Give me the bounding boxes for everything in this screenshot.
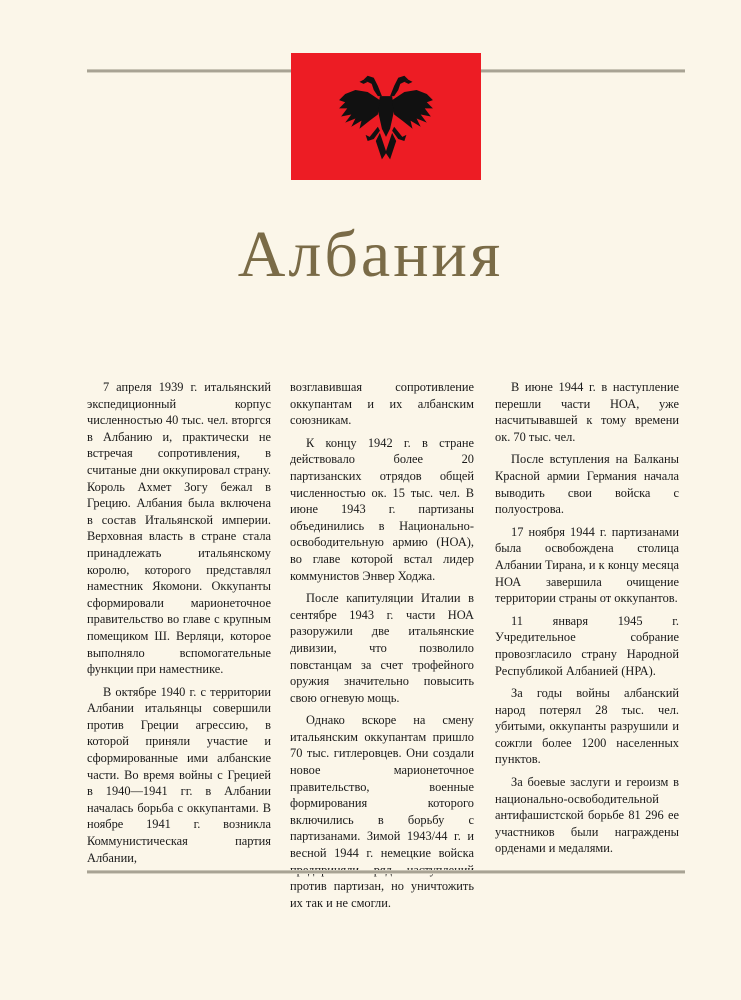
paragraph: В октябре 1940 г. с территории Албании итальянцы совершили против Греции агрессию, в которой приняли участие и сформированные ими албанские части. Во время войны с Грецией в 1940—1941 гг. в Албании началась борьба с оккупантами. В ноябре 1941 г. возникла Коммунистическая партия Албании, [87, 684, 271, 865]
albania-flag [291, 53, 481, 180]
double-headed-eagle-icon [335, 65, 437, 168]
paragraph: возглавившая сопротивление оккупантам и их албанским союзникам. [290, 380, 474, 428]
text-column-3 [495, 379, 679, 863]
paragraph: 7 апреля 1939 г. итальянский экспедиционный корпус численностью 40 тыс. чел. вторгся в Албанию и, практически не встречая сопротивления, в считаные дни оккупировал страну. Король Ахмет Зогу бежал в Грецию. Албания была включена в состав Итальянской империи. Верховная власть в стране стала принадлежать итальянскому королю, которого представлял наместник Якомони. Оккупанты сформировали марионеточное правительство во главе с крупным помещиком Ш. Верляци, которое выполняло вспомогательные функции при наместнике. [87, 380, 271, 677]
paragraph: За боевые заслуги и героизм в национально-освободительной антифашистской борьбе 81 296 ее участников были награждены орденами и медалями. [495, 775, 679, 856]
paragraph: После вступления на Балканы Красной армии Германия начала выводить свои войска с полуострова. [495, 452, 679, 517]
paragraph: К концу 1942 г. в стране действовало более 20 партизанских отрядов общей численностью ок. 15 тыс. чел. В июне 1943 г. партизаны объединились в Национально-освободительную армию (НОА), во главе которой встал лидер коммунистов Энвер Ходжа. [290, 435, 474, 583]
bottom-rule [87, 870, 685, 874]
paragraph: Однако вскоре на смену итальянским оккупантам пришло 70 тыс. гитлеровцев. Они создали новое марионеточное правительство, военные формирования которого включились в борьбу с партизанами. Зимой 1943/44 г. и весной 1944 г. немецкие войска против партизан, но уничтожить их так и не смогли. [290, 713, 474, 910]
text-column-1 [87, 379, 271, 872]
page-title: Албания [237, 218, 504, 291]
paragraph: В июне 1944 г. в наступление перешли части НОА, уже насчитывавшей к тому времени ок. 70 тыс. чел. [495, 380, 679, 444]
paragraph: 17 ноября 1944 г. партизанами была освобождена столица Албании Тирана, и к концу месяца НОА завершила очищение территории страны от оккупантов. [495, 524, 679, 606]
top-rule-right [481, 69, 685, 73]
top-rule-left [87, 69, 291, 73]
paragraph: После капитуляции Италии в сентябре 1943 г. части НОА разоружили две итальянские дивизии, что позволило повстанцам за счет трофейного оружия значительно повысить свою огневую мощь. [290, 591, 474, 705]
text-column-2 [290, 379, 474, 917]
paragraph: За годы войны албанский народ потерял 28 тыс. чел. убитыми, оккупанты разрушили и сожгли более 1200 населенных пунктов. [495, 686, 679, 767]
paragraph: 11 января 1945 г. Учредительное собрание провозгласило страну Народной Республикой Албанией (НРА). [495, 613, 679, 678]
